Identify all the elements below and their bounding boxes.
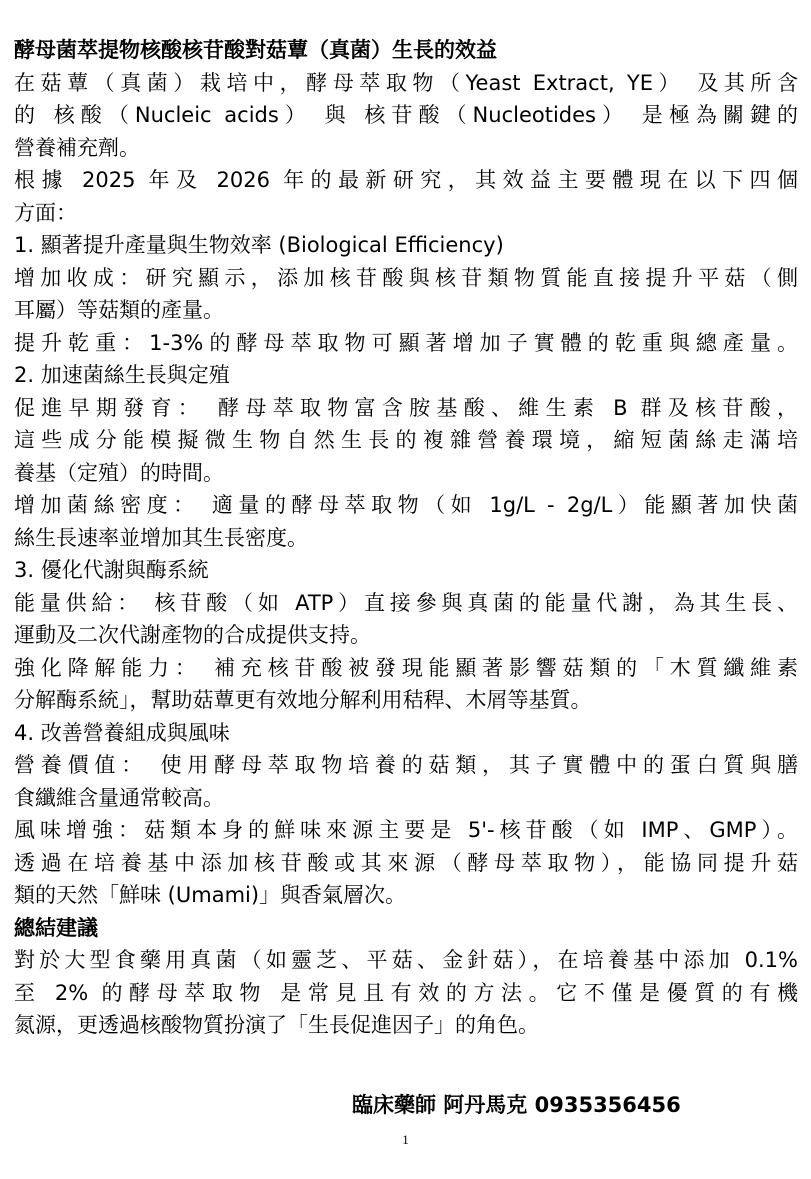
paragraph-line: 食纖維含量通常較高。 (14, 785, 224, 810)
paragraph-line: 耳屬）等菇類的產量。 (14, 298, 224, 322)
paragraph-line: 透過在培養基中添加核苷酸或其來源（酵母萃取物），能協同提升菇 (14, 850, 798, 875)
section-heading-4: 4. 改善營養組成與風味 (14, 720, 230, 745)
paragraph-line: 運動及二次代謝產物的合成提供支持。 (14, 623, 371, 647)
paragraph-line: 對於大型食藥用真菌（如靈芝、平菇、金針菇），在培養基中添加 0.1% (14, 948, 798, 972)
paragraph-line: 在菇蕈（真菌）栽培中，酵母萃取物（Yeast Extract, YE） 及其所含 (14, 70, 798, 95)
author-signature: 臨床藥師 阿丹馬克 0935356456 (352, 1093, 681, 1117)
section-heading-1: 1. 顯著提升產量與生物效率 (Biological Efficiency) (14, 233, 504, 257)
paragraph-line: 分解酶系統」，幫助菇蕈更有效地分解利用秸稈、木屑等基質。 (14, 688, 592, 712)
paragraph-line: 至 2% 的酵母萃取物 是常見且有效的方法。它不僅是優質的有機 (14, 980, 798, 1005)
summary-heading: 總結建議 (14, 915, 98, 940)
paragraph-line: 這些成分能模擬微生物自然生長的複雜營養環境，縮短菌絲走滿培 (14, 428, 798, 452)
paragraph-line: 增加收成：研究顯示，添加核苷酸與核苷類物質能直接提升平菇（側 (14, 265, 798, 290)
paragraph-line: 養基（定殖）的時間。 (14, 460, 224, 485)
paragraph-line: 絲生長速率並增加其生長密度。 (14, 525, 308, 550)
section-heading-3: 3. 優化代謝與酶系統 (14, 558, 209, 582)
paragraph-line: 根據 2025 年及 2026 年的最新研究，其效益主要體現在以下四個 (14, 168, 798, 192)
document-title: 酵母菌萃提物核酸核苷酸對菇蕈（真菌）生長的效益 (14, 38, 497, 62)
paragraph-line: 促進早期發育： 酵母萃取物富含胺基酸、維生素 B 群及核苷酸， (14, 395, 798, 420)
paragraph-line: 提升乾重：1-3%的酵母萃取物可顯著增加子實體的乾重與總產量。 (14, 330, 798, 355)
paragraph-line: 的 核酸（Nucleic acids） 與 核苷酸（Nucleotides） 是極為關鍵的 (14, 103, 798, 127)
paragraph-line: 營養補充劑。 (14, 135, 140, 160)
paragraph-line: 營養價值： 使用酵母萃取物培養的菇類，其子實體中的蛋白質與膳 (14, 753, 798, 777)
paragraph-line: 能量供給： 核苷酸（如 ATP）直接參與真菌的能量代謝，為其生長、 (14, 590, 798, 615)
section-heading-2: 2. 加速菌絲生長與定殖 (14, 363, 230, 387)
paragraph-line: 氮源，更透過核酸物質扮演了「生長促進因子」的角色。 (14, 1013, 539, 1037)
document-body (14, 34, 798, 1042)
paragraph-line: 類的天然「鮮味 (Umami)」與香氣層次。 (14, 883, 407, 907)
page-number: 1 (402, 1132, 409, 1147)
paragraph-line: 方面： (14, 200, 77, 225)
paragraph-line: 強化降解能力： 補充核苷酸被發現能顯著影響菇類的「木質纖維素 (14, 655, 798, 680)
paragraph-line: 增加菌絲密度： 適量的酵母萃取物（如 1g/L - 2g/L）能顯著加快菌 (14, 493, 798, 517)
paragraph-line: 風味增強：菇類本身的鮮味來源主要是 5'-核苷酸（如 IMP、GMP）。 (14, 818, 798, 842)
